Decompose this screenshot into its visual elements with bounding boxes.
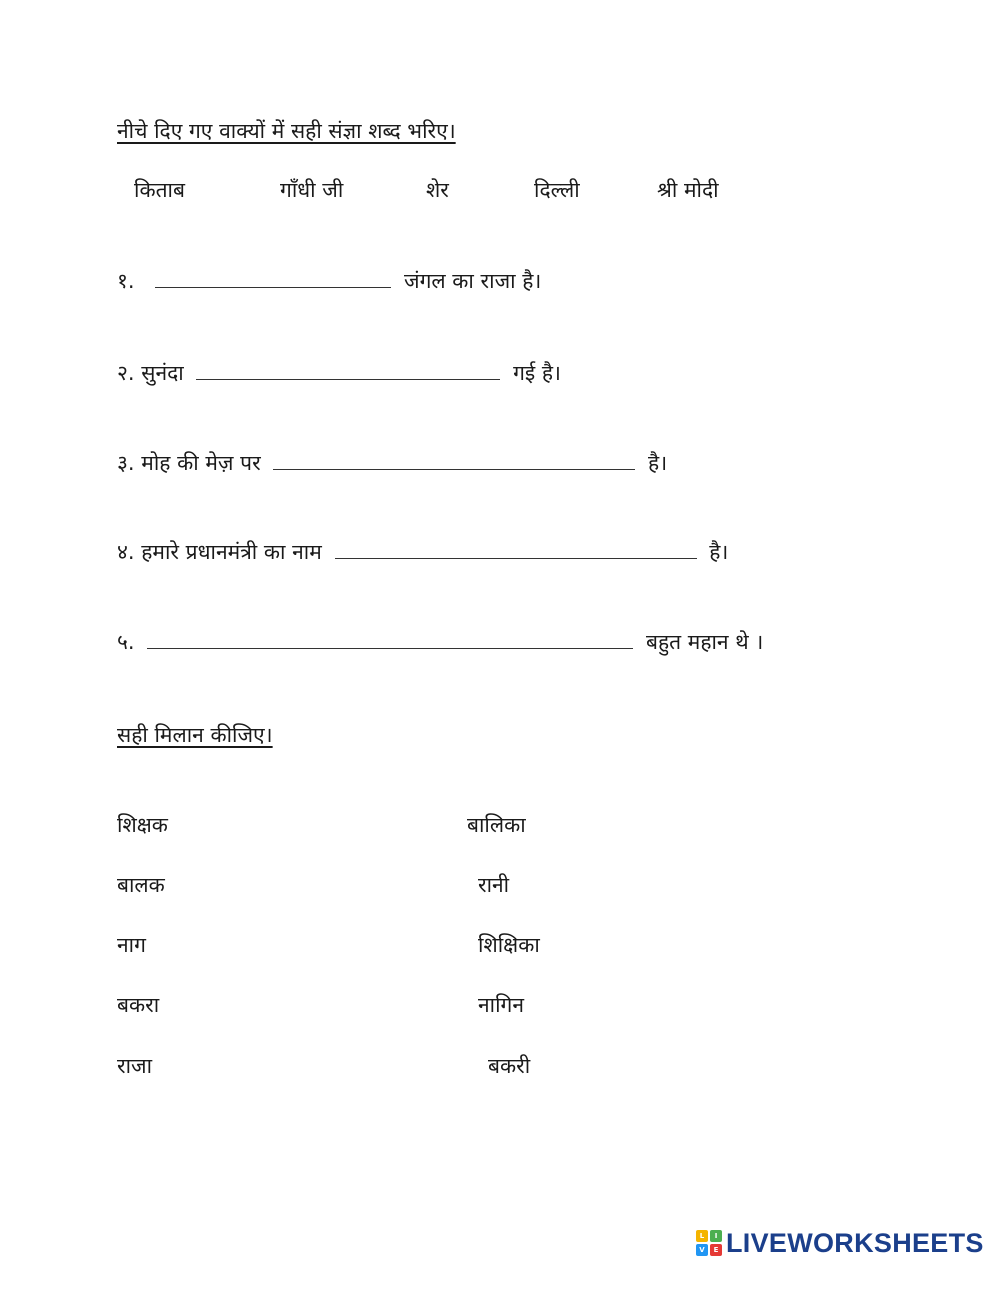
word-bank-item: गाँधी जी — [280, 178, 344, 202]
answer-blank[interactable] — [155, 269, 391, 288]
section1-title: नीचे दिए गए वाक्यों में सही संज्ञा शब्द भरिए। — [117, 119, 456, 143]
match-left-item: बकरा — [117, 993, 160, 1017]
word-bank-item: दिल्ली — [534, 178, 580, 202]
word-bank-item: शेर — [426, 178, 449, 202]
match-right-item: रानी — [478, 873, 510, 897]
match-right-item: बकरी — [488, 1054, 531, 1078]
match-left-item: बालक — [117, 873, 165, 897]
question-2 — [117, 359, 561, 387]
logo-blocks-icon: L I V E — [696, 1230, 722, 1256]
word-bank-item: किताब — [134, 178, 185, 202]
answer-blank[interactable] — [273, 451, 635, 470]
question-4 — [117, 538, 728, 566]
match-left-item: शिक्षक — [117, 813, 168, 837]
match-left-item: राजा — [117, 1054, 153, 1078]
question-prefix: २. सुनंदा — [117, 361, 184, 385]
question-5 — [117, 628, 763, 656]
question-prefix: ४. हमारे प्रधानमंत्री का नाम — [117, 540, 322, 564]
liveworksheets-logo — [696, 1228, 984, 1258]
match-right-item: बालिका — [467, 813, 526, 837]
match-left-item: नाग — [117, 933, 146, 957]
section2-title: सही मिलान कीजिए। — [117, 723, 273, 747]
question-prefix: १. — [117, 269, 135, 293]
answer-blank[interactable] — [147, 630, 633, 649]
question-prefix: ५. — [117, 630, 135, 654]
match-right-item: शिक्षिका — [478, 933, 540, 957]
question-prefix: ३. मोह की मेज़ पर — [117, 451, 261, 475]
answer-blank[interactable] — [196, 361, 500, 380]
question-3 — [117, 449, 667, 477]
question-suffix: है। — [709, 540, 729, 564]
match-right-item: नागिन — [478, 993, 525, 1017]
word-bank-item: श्री मोदी — [657, 178, 719, 202]
question-suffix: जंगल का राजा है। — [403, 269, 542, 293]
question-suffix: है। — [648, 451, 668, 475]
question-suffix: गई है। — [513, 361, 562, 385]
answer-blank[interactable] — [335, 540, 697, 559]
logo-text: LIVEWORKSHEETS — [726, 1227, 984, 1258]
question-1 — [117, 267, 541, 295]
question-suffix: बहुत महान थे । — [645, 630, 764, 654]
